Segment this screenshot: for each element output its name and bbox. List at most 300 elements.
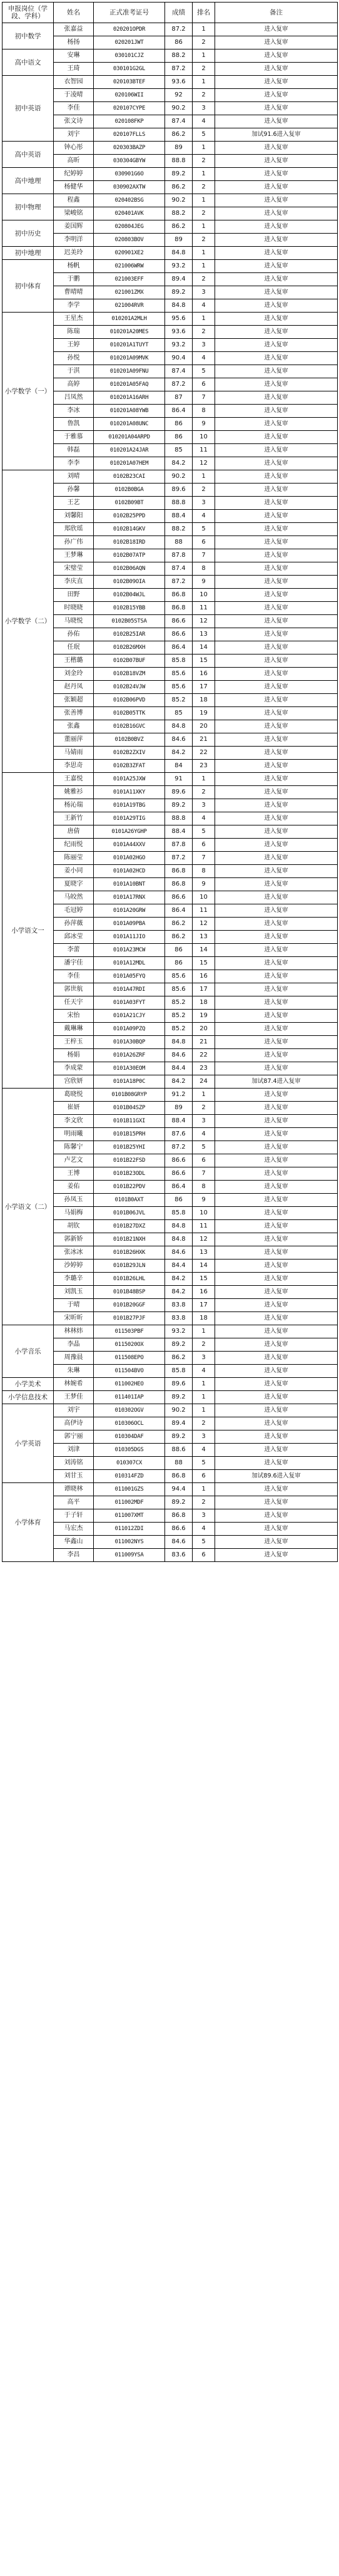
candidate-name-cell: 于晴 [54,1299,94,1312]
score-cell: 87.8 [165,839,193,852]
remark-cell: 进入复审 [215,1010,338,1023]
remark-cell: 进入复审 [215,1378,338,1391]
score-cell: 90.2 [165,470,193,484]
exam-id-cell: 0102B07ATP [94,549,165,562]
candidate-name-cell: 韩磊 [54,444,94,457]
remark-cell: 进入复审 [215,1260,338,1273]
score-cell: 93.2 [165,339,193,352]
remark-cell: 进入复审 [215,1299,338,1312]
remark-cell: 进入复审 [215,1115,338,1128]
rank-cell: 9 [193,576,215,589]
rank-cell: 2 [193,234,215,247]
exam-id-cell: 011002HEO [94,1378,165,1391]
candidate-name-cell: 杨扬 [54,36,94,49]
score-cell: 89.2 [165,168,193,181]
remark-cell: 进入复审 [215,825,338,839]
exam-id-cell: 0101A29TIG [94,812,165,825]
candidate-name-cell: 明雨曦 [54,1128,94,1141]
rank-cell: 11 [193,444,215,457]
score-cell: 84.6 [165,733,193,747]
exam-id-cell: 020804JEG [94,220,165,234]
score-cell: 87.4 [165,562,193,576]
rank-cell: 3 [193,1115,215,1128]
table-row [3,168,338,181]
remark-cell: 进入复审 [215,602,338,615]
remark-cell: 进入复审 [215,1286,338,1299]
remark-cell: 进入复审 [215,497,338,510]
rank-cell: 1 [193,1089,215,1102]
remark-cell: 进入复审 [215,1365,338,1378]
position-cell: 小学语文（二） [3,1089,54,1325]
candidate-name-cell: 杨娟 [54,1049,94,1062]
score-cell: 84.6 [165,1536,193,1549]
rank-cell: 6 [193,1470,215,1483]
rank-cell: 7 [193,1167,215,1181]
table-row [3,247,338,260]
remark-cell: 进入复审 [215,589,338,602]
rank-cell: 16 [193,668,215,681]
exam-id-cell: 0101A26YGHP [94,825,165,839]
score-cell: 89.2 [165,1430,193,1444]
table-row [3,1483,338,1496]
candidate-name-cell: 郭新娇 [54,1233,94,1246]
rank-cell: 4 [193,1365,215,1378]
candidate-name-cell: 杨帆 [54,260,94,273]
rank-cell: 1 [193,260,215,273]
candidate-name-cell: 吕凤然 [54,391,94,405]
remark-cell: 进入复审 [215,1181,338,1194]
exam-id-cell: 0101A18P0C [94,1075,165,1089]
table-row [3,142,338,155]
candidate-name-cell: 王新竹 [54,812,94,825]
candidate-name-cell: 宋璧莹 [54,562,94,576]
exam-id-cell: 010302OGV [94,1404,165,1417]
exam-id-cell: 0101A11XKY [94,786,165,799]
exam-id-cell: 0101A11JIO [94,931,165,944]
candidate-name-cell: 刘晴 [54,470,94,484]
rank-cell: 14 [193,641,215,654]
remark-cell: 进入复审 [215,1457,338,1470]
header-score: 成绩 [165,3,193,23]
score-cell: 87 [165,391,193,405]
rank-cell: 3 [193,286,215,299]
candidate-name-cell: 夏晓字 [54,878,94,891]
score-cell: 84.2 [165,747,193,760]
score-cell: 86 [165,944,193,957]
remark-cell: 进入复审 [215,181,338,194]
candidate-name-cell: 李佳 [54,102,94,115]
rank-cell: 22 [193,747,215,760]
exam-id-cell: 0101A26ZRF [94,1049,165,1062]
rank-cell: 13 [193,1246,215,1260]
score-cell: 86.8 [165,878,193,891]
position-cell: 初中物理 [3,194,54,220]
candidate-name-cell: 李庆直 [54,576,94,589]
candidate-name-cell: 姜国辉 [54,220,94,234]
candidate-name-cell: 时晓晓 [54,602,94,615]
rank-cell: 10 [193,1207,215,1220]
position-cell: 初中体育 [3,260,54,313]
candidate-name-cell: 张善博 [54,707,94,720]
candidate-name-cell: 刘馨阳 [54,510,94,523]
candidate-name-cell: 张冰冰 [54,1246,94,1260]
exam-id-cell: 0102B09BT [94,497,165,510]
rank-cell: 6 [193,378,215,391]
candidate-name-cell: 于淇 [54,365,94,378]
candidate-name-cell: 纪雨悦 [54,839,94,852]
rank-cell: 19 [193,707,215,720]
rank-cell: 16 [193,1286,215,1299]
score-cell: 85 [165,444,193,457]
score-cell: 91 [165,773,193,786]
score-cell: 86 [165,36,193,49]
score-cell: 90.2 [165,102,193,115]
score-cell: 89.2 [165,1496,193,1509]
score-cell: 89 [165,1102,193,1115]
candidate-name-cell: 孙广伟 [54,536,94,549]
rank-cell: 4 [193,812,215,825]
exam-id-cell: 030101CJZ [94,49,165,63]
rank-cell: 4 [193,1523,215,1536]
remark-cell: 进入复审 [215,1062,338,1075]
rank-cell: 1 [193,142,215,155]
candidate-name-cell: 任珉 [54,641,94,654]
rank-cell: 2 [193,89,215,102]
rank-cell: 5 [193,523,215,536]
score-cell: 86.4 [165,641,193,654]
remark-cell: 进入复审 [215,115,338,128]
rank-cell: 1 [193,470,215,484]
rank-cell: 10 [193,431,215,444]
rank-cell: 2 [193,484,215,497]
rank-cell: 18 [193,694,215,707]
candidate-name-cell: 刘涛铭 [54,1457,94,1470]
remark-cell: 进入复审 [215,1233,338,1246]
remark-cell: 进入复审 [215,1536,338,1549]
remark-cell: 进入复审 [215,1089,338,1102]
score-cell: 88.4 [165,510,193,523]
score-cell: 86 [165,957,193,970]
table-row [3,1391,338,1404]
score-cell: 86.6 [165,891,193,904]
rank-cell: 2 [193,273,215,286]
remark-cell: 进入复审 [215,1312,338,1325]
rank-cell: 24 [193,1075,215,1089]
exam-id-cell: 0101A30EOM [94,1062,165,1075]
candidate-name-cell: 李璐辛 [54,1273,94,1286]
score-cell: 93.6 [165,76,193,89]
candidate-name-cell: 沙婷婷 [54,1260,94,1273]
rank-cell: 15 [193,957,215,970]
remark-cell: 进入复审 [215,918,338,931]
exam-id-cell: 0102B25IAR [94,628,165,641]
remark-cell: 进入复审 [215,326,338,339]
rank-cell: 1 [193,1378,215,1391]
rank-cell: 1 [193,247,215,260]
rank-cell: 2 [193,1338,215,1352]
exam-id-cell: 020803BOV [94,234,165,247]
position-cell: 小学数学（一） [3,313,54,470]
remark-cell: 进入复审 [215,286,338,299]
score-cell: 86.8 [165,1470,193,1483]
score-cell: 86.6 [165,1167,193,1181]
exam-id-cell: 0101A03FYT [94,996,165,1010]
remark-cell: 进入复审 [215,839,338,852]
candidate-name-cell: 高伊诗 [54,1417,94,1430]
rank-cell: 21 [193,1036,215,1049]
remark-cell: 进入复审 [215,1417,338,1430]
rank-cell: 3 [193,799,215,812]
exam-id-cell: 010201A09FNU [94,365,165,378]
score-cell: 86.2 [165,1352,193,1365]
score-cell: 93.6 [165,326,193,339]
candidate-name-cell: 刘凯玉 [54,1286,94,1299]
candidate-name-cell: 高婷 [54,378,94,391]
rank-cell: 3 [193,497,215,510]
remark-cell: 进入复审 [215,931,338,944]
remark-cell: 进入复审 [215,628,338,641]
exam-id-cell: 0102B2ZXIV [94,747,165,760]
remark-cell: 进入复审 [215,49,338,63]
rank-cell: 10 [193,891,215,904]
candidate-name-cell: 马宏杰 [54,1523,94,1536]
exam-id-cell: 0101A19TBG [94,799,165,812]
candidate-name-cell: 马晓悦 [54,615,94,628]
exam-id-cell: 010201A09MVK [94,352,165,365]
candidate-name-cell: 杨健华 [54,181,94,194]
candidate-name-cell: 于子轩 [54,1509,94,1523]
rank-cell: 6 [193,1154,215,1167]
score-cell: 86.2 [165,931,193,944]
candidate-name-cell: 张鑫 [54,720,94,733]
position-cell: 小学音乐 [3,1325,54,1378]
score-cell: 87.2 [165,1141,193,1154]
candidate-name-cell: 李成蒙 [54,1062,94,1075]
score-cell: 85 [165,707,193,720]
table-row [3,1325,338,1338]
candidate-name-cell: 林婉希 [54,1378,94,1391]
rank-cell: 1 [193,49,215,63]
score-cell: 86.4 [165,904,193,918]
score-cell: 88.8 [165,497,193,510]
candidate-name-cell: 王婷 [54,339,94,352]
remark-cell: 进入复审 [215,299,338,313]
candidate-name-cell: 周豫晨 [54,1352,94,1365]
position-cell: 小学体育 [3,1483,54,1562]
table-row [3,1404,338,1417]
remark-cell: 进入复审 [215,970,338,983]
remark-cell: 加试87.4进入复审 [215,1075,338,1089]
candidate-name-cell: 卢艺文 [54,1154,94,1167]
candidate-name-cell: 张嘉益 [54,23,94,36]
position-cell: 小学数学（二） [3,470,54,773]
position-cell: 初中地理 [3,247,54,260]
rank-cell: 5 [193,365,215,378]
rank-cell: 2 [193,36,215,49]
score-cell: 89.6 [165,1378,193,1391]
exam-id-cell: 020108FKP [94,115,165,128]
rank-cell: 5 [193,825,215,839]
exam-id-cell: 020201OPDR [94,23,165,36]
remark-cell: 进入复审 [215,418,338,431]
rank-cell: 8 [193,865,215,878]
remark-cell: 进入复审 [215,155,338,168]
remark-cell: 进入复审 [215,365,338,378]
exam-id-cell: 011012ZDI [94,1523,165,1536]
score-cell: 89.6 [165,484,193,497]
rank-cell: 3 [193,339,215,352]
candidate-name-cell: 王梦琳 [54,549,94,562]
candidate-name-cell: 胡钦 [54,1220,94,1233]
header-name: 姓名 [54,3,94,23]
score-cell: 86.2 [165,181,193,194]
remark-cell: 进入复审 [215,1523,338,1536]
remark-cell: 进入复审 [215,352,338,365]
score-cell: 84.6 [165,1049,193,1062]
score-cell: 86.6 [165,615,193,628]
candidate-name-cell: 衣智园 [54,76,94,89]
score-cell: 86.8 [165,602,193,615]
exam-id-cell: 0101B15PRH [94,1128,165,1141]
table-row [3,260,338,273]
remark-cell: 进入复审 [215,1154,338,1167]
rank-cell: 2 [193,207,215,220]
score-cell: 87.6 [165,1128,193,1141]
remark-cell: 进入复审 [215,1404,338,1417]
candidate-name-cell: 郭宁丽 [54,1430,94,1444]
rank-cell: 16 [193,970,215,983]
exam-id-cell: 0102B09OIA [94,576,165,589]
candidate-name-cell: 张文诗 [54,115,94,128]
exam-id-cell: 0101B27PJF [94,1312,165,1325]
rank-cell: 17 [193,1299,215,1312]
position-cell: 高中英语 [3,142,54,168]
exam-id-cell: 0102B23CAI [94,470,165,484]
remark-cell: 进入复审 [215,904,338,918]
exam-id-cell: 020401AVK [94,207,165,220]
exam-id-cell: 030901G6O [94,168,165,181]
score-cell: 90.2 [165,1404,193,1417]
rank-cell: 19 [193,1010,215,1023]
position-cell: 初中数学 [3,23,54,49]
position-cell: 初中历史 [3,220,54,247]
exam-id-cell: 010201A08YWB [94,405,165,418]
exam-id-cell: 0101B27DXZ [94,1220,165,1233]
exam-id-cell: 0101A25JXW [94,773,165,786]
table-row [3,23,338,36]
score-cell: 88.2 [165,207,193,220]
rank-cell: 1 [193,1483,215,1496]
remark-cell: 进入复审 [215,1128,338,1141]
exam-id-cell: 0102B18IRD [94,536,165,549]
exam-id-cell: 0101B21NXH [94,1233,165,1246]
header-position: 申报岗位（学段、学科） [3,3,54,23]
rank-cell: 1 [193,76,215,89]
rank-cell: 1 [193,773,215,786]
exam-id-cell: 010201A05FAQ [94,378,165,391]
candidate-name-cell: 郭世航 [54,983,94,996]
candidate-name-cell: 于雅慕 [54,431,94,444]
exam-id-cell: 020901XE2 [94,247,165,260]
table-row [3,76,338,89]
remark-cell: 进入复审 [215,510,338,523]
exam-id-cell: 0101B0AXT [94,1194,165,1207]
candidate-name-cell: 王博 [54,1167,94,1181]
candidate-name-cell: 王艺 [54,497,94,510]
candidate-name-cell: 王梓玉 [54,1036,94,1049]
candidate-name-cell: 李学 [54,299,94,313]
score-cell: 86.4 [165,1181,193,1194]
remark-cell: 进入复审 [215,786,338,799]
score-cell: 88.6 [165,1444,193,1457]
exam-id-cell: 010307CX [94,1457,165,1470]
remark-cell: 进入复审 [215,102,338,115]
candidate-name-cell: 李晶 [54,1338,94,1352]
exam-id-cell: 0101B08GRYP [94,1089,165,1102]
exam-id-cell: 011503PBF [94,1325,165,1338]
exam-id-cell: 0101B26LHL [94,1273,165,1286]
candidate-name-cell: 唐倩 [54,825,94,839]
score-cell: 89.4 [165,273,193,286]
remark-cell: 进入复审 [215,470,338,484]
remark-cell: 进入复审 [215,1352,338,1365]
candidate-name-cell: 谭晓林 [54,1483,94,1496]
rank-cell: 9 [193,1194,215,1207]
remark-cell: 进入复审 [215,36,338,49]
exam-id-cell: 0101B22PDV [94,1181,165,1194]
remark-cell: 进入复审 [215,615,338,628]
candidate-name-cell: 李李 [54,457,94,470]
score-cell: 85.8 [165,654,193,668]
position-cell: 小学美术 [3,1378,54,1391]
rank-cell: 14 [193,944,215,957]
candidate-name-cell: 华鑫山 [54,1536,94,1549]
candidate-name-cell: 于凌晴 [54,89,94,102]
table-row [3,220,338,234]
rank-cell: 9 [193,418,215,431]
remark-cell: 进入复审 [215,405,338,418]
score-cell: 84.8 [165,247,193,260]
remark-cell: 进入复审 [215,1207,338,1220]
score-cell: 86.8 [165,1509,193,1523]
candidate-name-cell: 安琳 [54,49,94,63]
candidate-name-cell: 高昕 [54,155,94,168]
score-cell: 86.2 [165,220,193,234]
remark-cell: 进入复审 [215,1325,338,1338]
exam-id-cell: 011504BVO [94,1365,165,1378]
rank-cell: 14 [193,1260,215,1273]
exam-id-cell: 010201A04ARPD [94,431,165,444]
rank-cell: 12 [193,457,215,470]
remark-cell: 进入复审 [215,654,338,668]
candidate-name-cell: 于鹏 [54,273,94,286]
score-cell: 87.2 [165,23,193,36]
exam-id-cell: 0102B05TTK [94,707,165,720]
remark-cell: 进入复审 [215,983,338,996]
candidate-name-cell: 纪婷婷 [54,168,94,181]
table-row [3,194,338,207]
remark-cell: 进入复审 [215,194,338,207]
candidate-name-cell: 林林炜 [54,1325,94,1338]
score-cell: 86.4 [165,405,193,418]
score-cell: 86 [165,431,193,444]
remark-cell: 进入复审 [215,484,338,497]
rank-cell: 1 [193,194,215,207]
rank-cell: 17 [193,681,215,694]
score-cell: 86 [165,1194,193,1207]
score-cell: 85.6 [165,983,193,996]
remark-cell: 进入复审 [215,207,338,220]
